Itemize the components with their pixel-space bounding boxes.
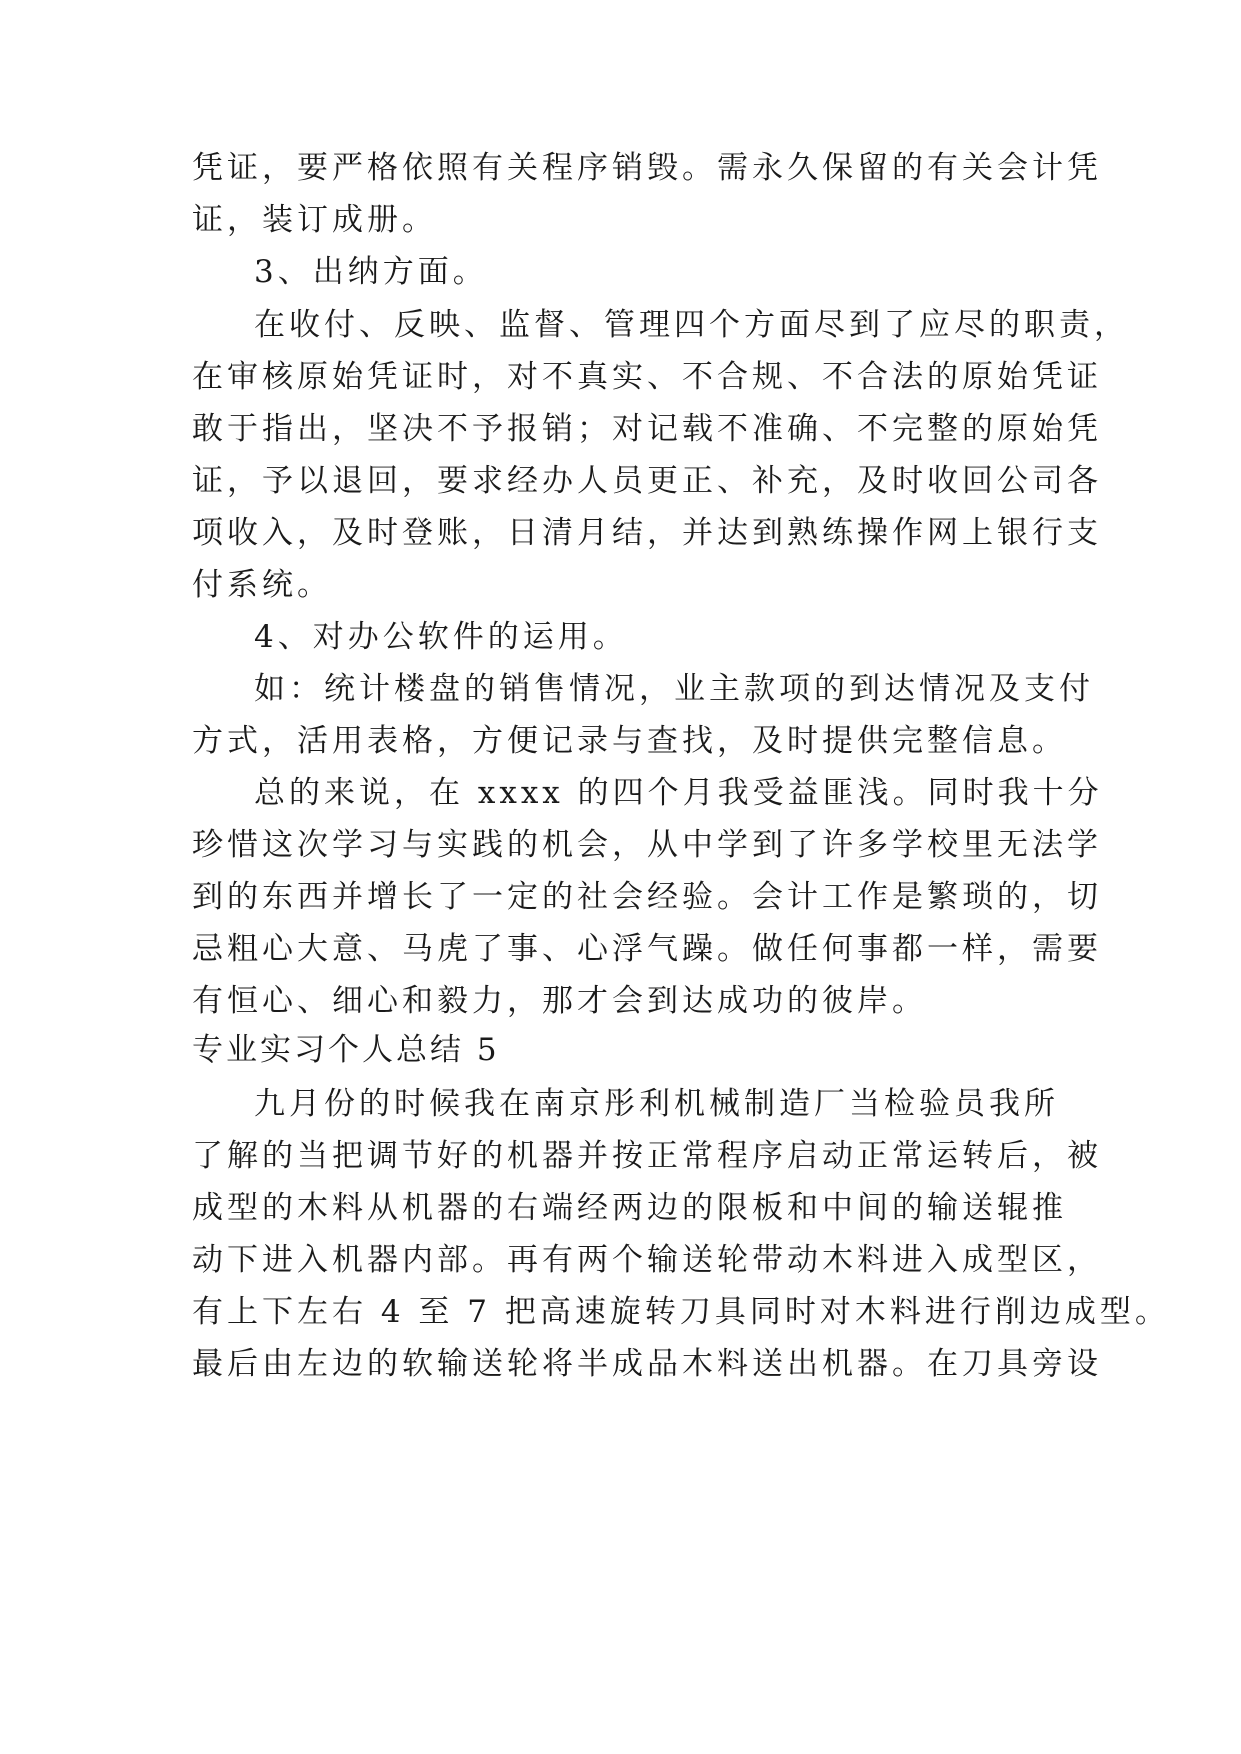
paragraph-line: 方式，活用表格，方便记录与查找，及时提供完整信息。 <box>192 723 1067 759</box>
paragraph-line: 在审核原始凭证时，对不真实、不合规、不合法的原始凭证 <box>192 359 1102 395</box>
paragraph-line: 动下进入机器内部。再有两个输送轮带动木料进入成型区， <box>192 1242 1102 1278</box>
paragraph-line: 证，予以退回，要求经办人员更正、补充，及时收回公司各 <box>192 463 1102 499</box>
paragraph-line: 成型的木料从机器的右端经两边的限板和中间的输送辊推 <box>192 1190 1067 1226</box>
paragraph-line: 付系统。 <box>192 567 332 603</box>
paragraph-line: 九月份的时候我在南京彤利机械制造厂当检验员我所 <box>254 1086 1059 1122</box>
section-heading: 3、出纳方面。 <box>254 254 488 290</box>
paragraph-line: 证，装订成册。 <box>192 202 437 238</box>
paragraph-line: 了解的当把调节好的机器并按正常程序启动正常运转后，被 <box>192 1138 1102 1174</box>
paragraph-line: 总的来说，在 xxxx 的四个月我受益匪浅。同时我十分 <box>254 775 1103 811</box>
section-heading: 4、对办公软件的运用。 <box>254 619 628 655</box>
paragraph-line: 如：统计楼盘的销售情况，业主款项的到达情况及支付 <box>254 671 1094 707</box>
paragraph-line: 忌粗心大意、马虎了事、心浮气躁。做任何事都一样，需要 <box>192 931 1102 967</box>
paragraph-line: 最后由左边的软输送轮将半成品木料送出机器。在刀具旁设 <box>192 1346 1102 1382</box>
paragraph-line: 到的东西并增长了一定的社会经验。会计工作是繁琐的，切 <box>192 879 1102 915</box>
paragraph-line: 有恒心、细心和毅力，那才会到达成功的彼岸。 <box>192 983 927 1019</box>
section-title: 专业实习个人总结 5 <box>192 1032 500 1068</box>
paragraph-line: 敢于指出，坚决不予报销；对记载不准确、不完整的原始凭 <box>192 411 1102 447</box>
paragraph-line: 有上下左右 4 至 7 把高速旋转刀具同时对木料进行削边成型。 <box>192 1294 1170 1330</box>
paragraph-line: 珍惜这次学习与实践的机会，从中学到了许多学校里无法学 <box>192 827 1102 863</box>
paragraph-line: 在收付、反映、监督、管理四个方面尽到了应尽的职责， <box>254 307 1129 343</box>
paragraph-line: 凭证，要严格依照有关程序销毁。需永久保留的有关会计凭 <box>192 150 1102 186</box>
paragraph-line: 项收入，及时登账，日清月结，并达到熟练操作网上银行支 <box>192 515 1102 551</box>
